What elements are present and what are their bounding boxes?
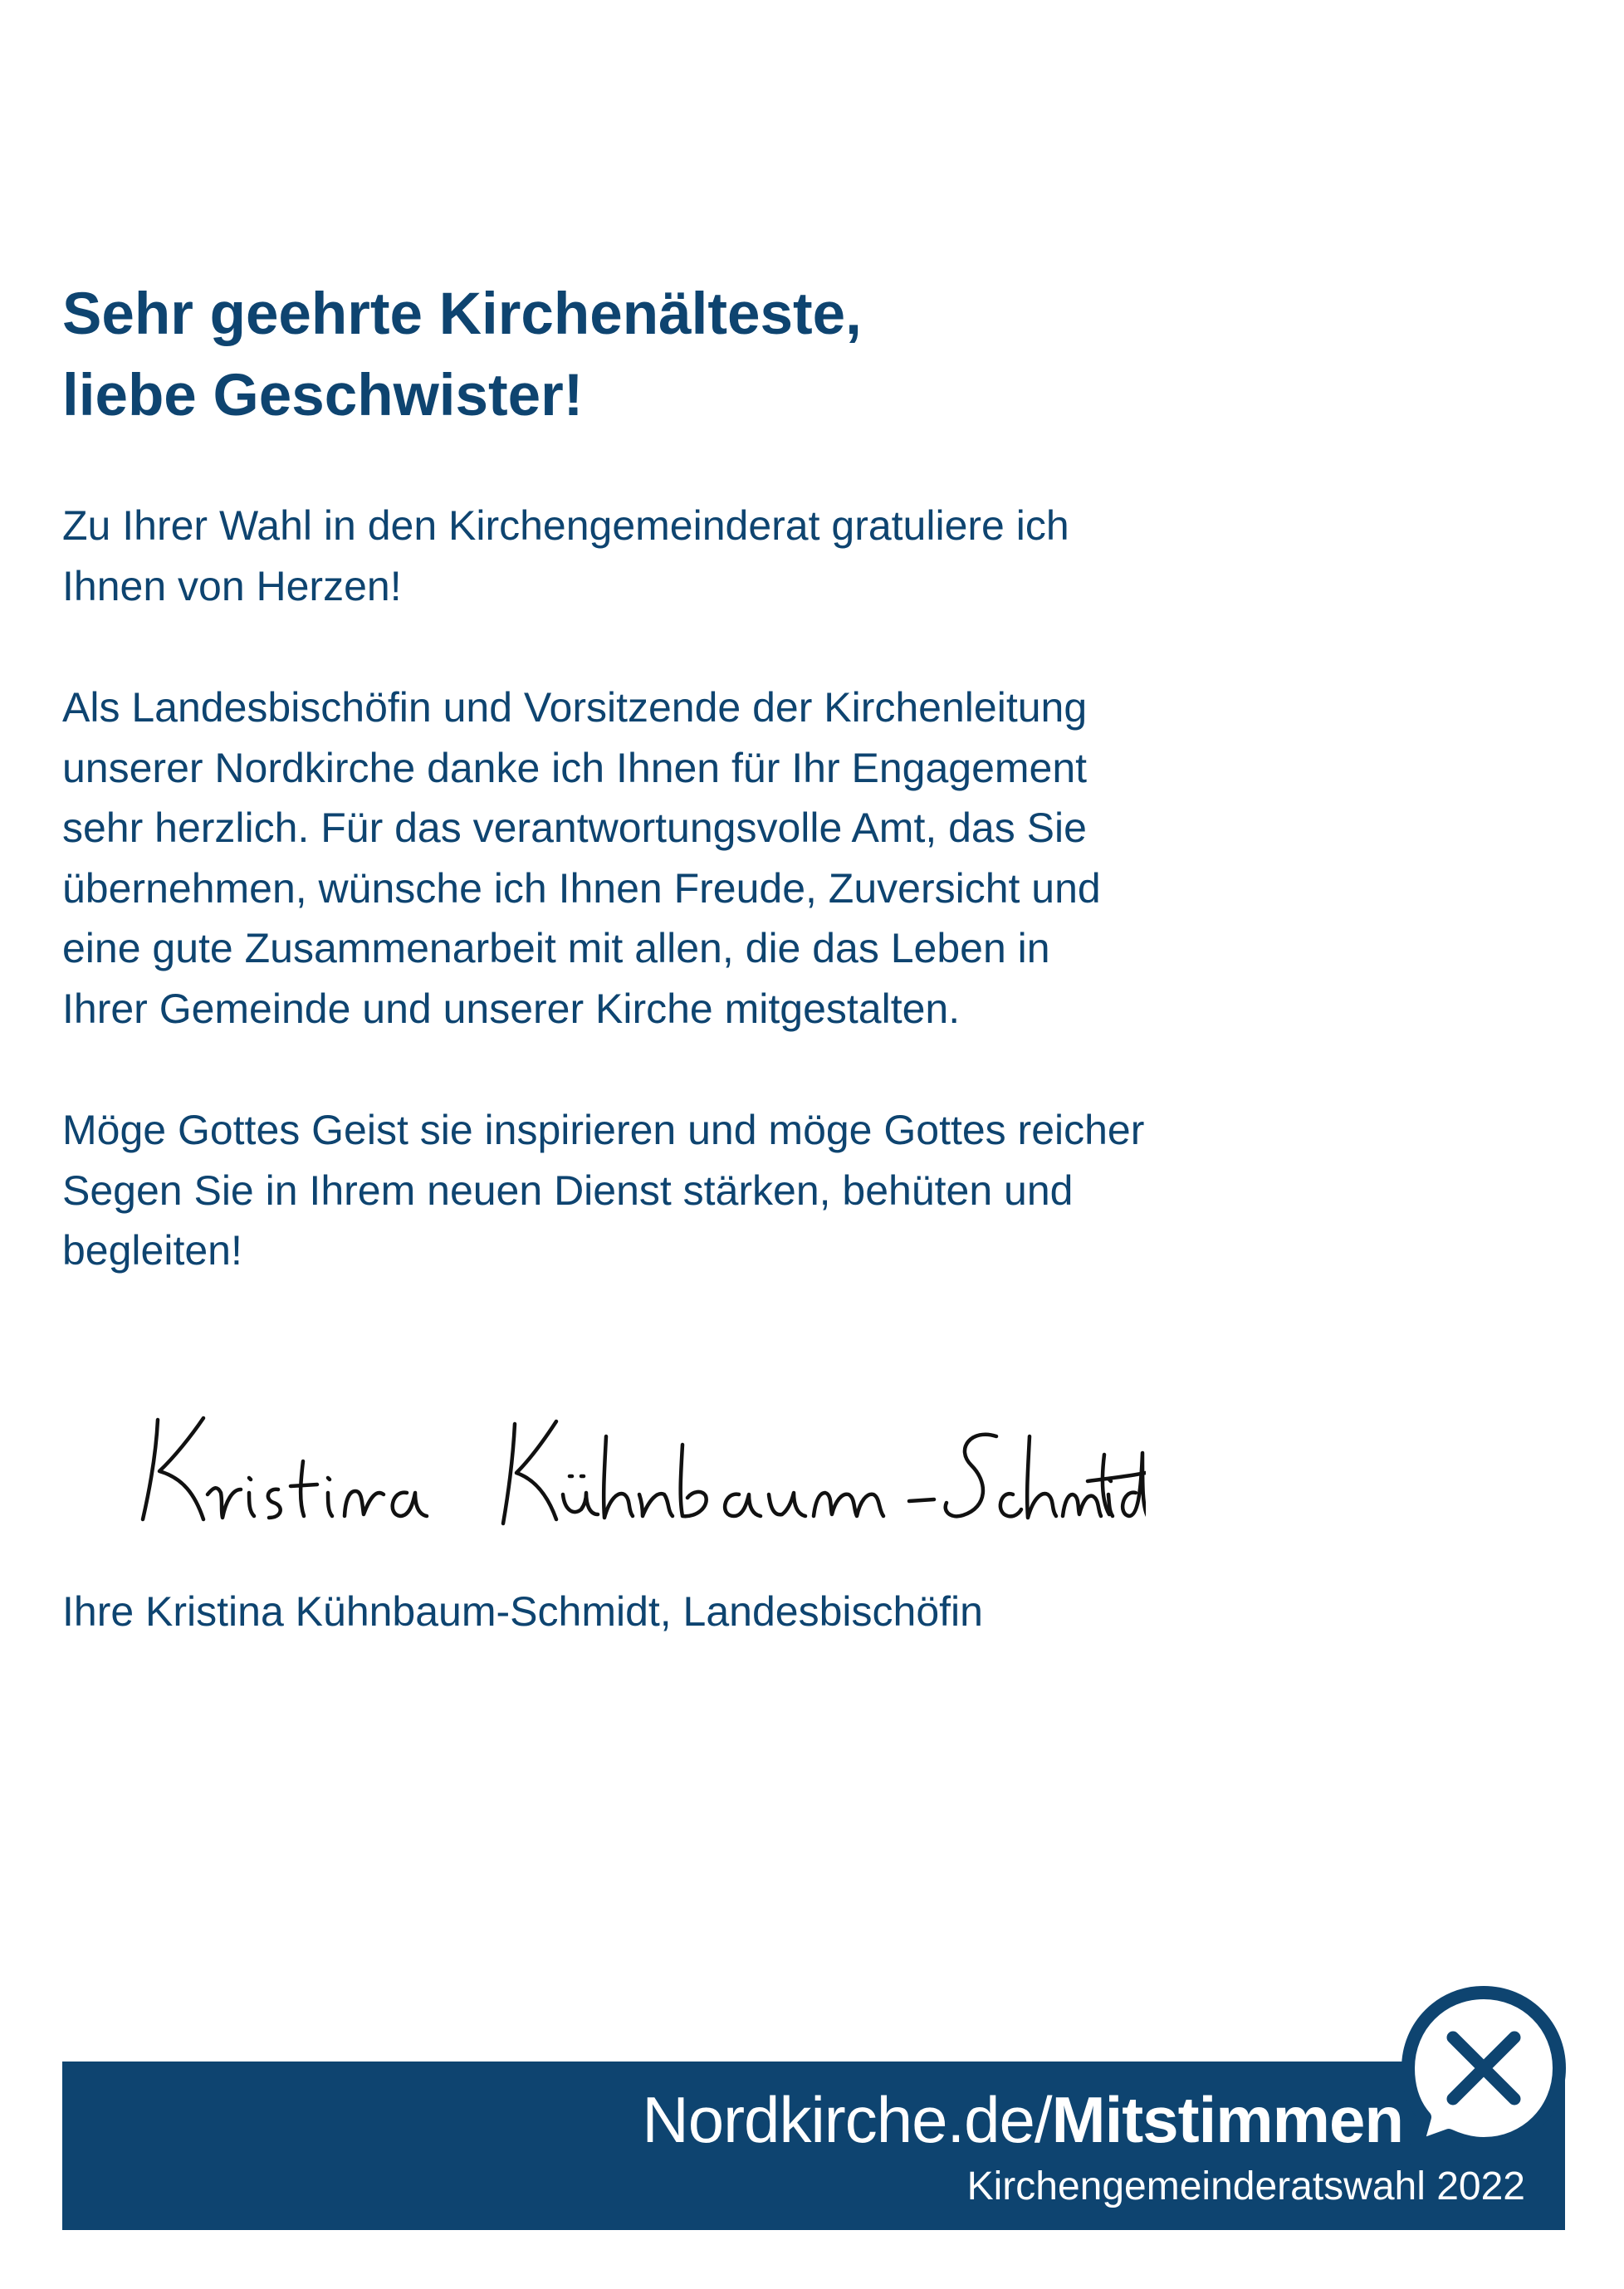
footer-banner: [62, 2062, 1565, 2230]
text-line: übernehmen, wünsche ich Ihnen Freude, Zuversicht und: [62, 864, 1101, 912]
text-line: Ihnen von Herzen!: [62, 562, 402, 609]
paragraph-congratulation: [62, 496, 1357, 616]
url-prefix: Nordkirche.de/: [642, 2083, 1052, 2156]
text-line: begleiten!: [62, 1227, 242, 1274]
campaign-url[interactable]: [642, 2078, 1403, 2161]
text-line: unserer Nordkirche danke ich Ihnen für Ihr Engagement: [62, 744, 1088, 791]
text-line: Zu Ihrer Wahl in den Kirchengemeinderat gratuliere ich: [62, 502, 1069, 549]
url-bold: Mitstimmen: [1051, 2083, 1403, 2156]
salutation-line: liebe Geschwister!: [62, 363, 584, 428]
salutation-line: Sehr geehrte Kirchenälteste,: [62, 281, 862, 347]
text-line: eine gute Zusammenarbeit mit allen, die das Leben in: [62, 925, 1050, 971]
sign-off: Ihre Kristina Kühnbaum-Schmidt, Landesbischöfin: [62, 1588, 983, 1635]
ballot-cross-icon: [1401, 1986, 1566, 2150]
text-line: Segen Sie in Ihrem neuen Dienst stärken, behüten und: [62, 1167, 1074, 1214]
paragraph-blessing: [62, 1100, 1357, 1281]
text-line: Ihrer Gemeinde und unserer Kirche mitgestalten.: [62, 985, 961, 1032]
handwritten-signature: [125, 1403, 1146, 1536]
text-line: Als Landesbischöfin und Vorsitzende der Kirchenleitung: [62, 684, 1088, 731]
salutation-heading: [62, 274, 1308, 437]
campaign-subtitle: Kirchengemeinderatswahl 2022: [966, 2164, 1525, 2208]
text-line: sehr herzlich. Für das verantwortungsvolle Amt, das Sie: [62, 805, 1087, 851]
paragraph-thanks: [62, 677, 1357, 1039]
text-line: Möge Gottes Geist sie inspirieren und möge Gottes reicher: [62, 1107, 1145, 1153]
